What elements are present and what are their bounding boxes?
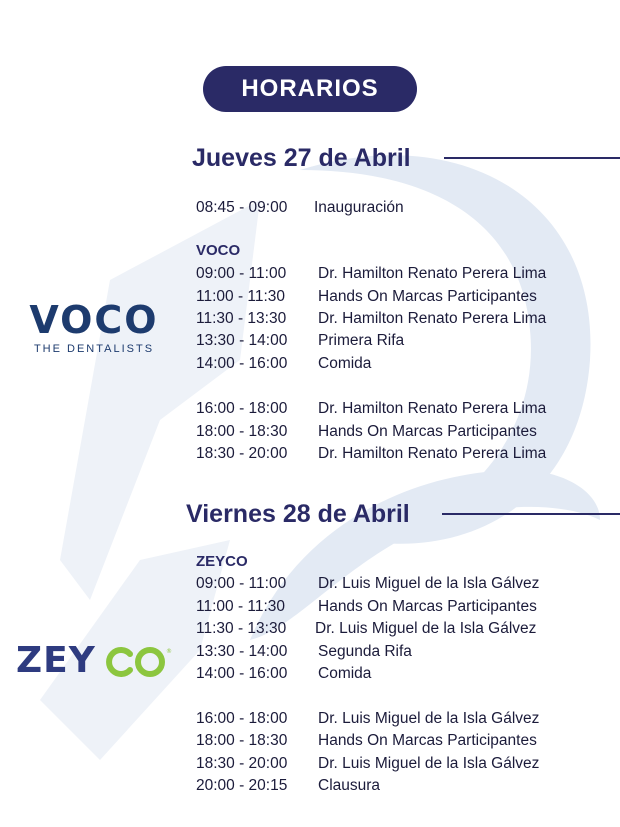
day2-rule: [442, 513, 620, 515]
row-time: 11:00 - 11:30: [196, 598, 286, 615]
day1-rule: [444, 157, 620, 159]
day1-title: Jueves 27 de Abril: [192, 144, 411, 172]
voco-logo: [20, 300, 168, 362]
row-activity: Dr. Luis Miguel de la Isla Gálvez: [318, 575, 540, 592]
row-time: 18:00 - 18:30: [196, 423, 288, 440]
row-time: 08:45 - 09:00: [196, 199, 288, 216]
section-label-voco: VOCO: [196, 242, 241, 259]
row-activity: Hands On Marcas Participantes: [318, 288, 537, 305]
zeyco-logo: [16, 638, 176, 684]
row-time: 11:30 - 13:30: [196, 620, 287, 637]
zeyco-logo-wordmark: ZEY: [16, 640, 96, 681]
row-activity: Dr. Hamilton Renato Perera Lima: [318, 400, 547, 417]
row-time: 14:00 - 16:00: [196, 355, 288, 372]
row-activity: Dr. Hamilton Renato Perera Lima: [318, 310, 547, 327]
row-activity: Comida: [318, 665, 372, 682]
zeyco-logo-rings: [102, 646, 172, 678]
row-time: 11:30 - 13:30: [196, 310, 287, 327]
svg-text:®: ®: [166, 648, 172, 655]
row-activity: Inauguración: [314, 199, 404, 216]
row-activity: Dr. Luis Miguel de la Isla Gálvez: [318, 755, 540, 772]
row-activity: Hands On Marcas Participantes: [318, 423, 537, 440]
row-activity: Hands On Marcas Participantes: [318, 598, 537, 615]
row-activity: Clausura: [318, 777, 381, 794]
section-label-zeyco: ZEYCO: [196, 553, 248, 570]
row-activity: Dr. Hamilton Renato Perera Lima: [318, 445, 547, 462]
row-time: 18:00 - 18:30: [196, 732, 288, 749]
horarios-banner: HORARIOS: [203, 66, 417, 112]
voco-logo-tagline: THE DENTALISTS: [33, 343, 155, 355]
row-time: 09:00 - 11:00: [196, 265, 287, 282]
row-time: 16:00 - 18:00: [196, 400, 288, 417]
row-activity: Segunda Rifa: [318, 643, 412, 660]
row-time: 09:00 - 11:00: [196, 575, 287, 592]
row-time: 13:30 - 14:00: [196, 332, 288, 349]
row-activity: Comida: [318, 355, 372, 372]
row-time: 11:00 - 11:30: [196, 288, 286, 305]
row-activity: Hands On Marcas Participantes: [318, 732, 537, 749]
row-activity: Dr. Hamilton Renato Perera Lima: [318, 265, 547, 282]
row-activity: Dr. Luis Miguel de la Isla Gálvez: [315, 620, 537, 637]
row-time: 14:00 - 16:00: [196, 665, 288, 682]
row-time: 20:00 - 20:15: [196, 777, 288, 794]
voco-logo-wordmark: VOCO: [29, 298, 159, 342]
day2-title: Viernes 28 de Abril: [186, 500, 410, 528]
row-time: 13:30 - 14:00: [196, 643, 288, 660]
row-activity: Primera Rifa: [318, 332, 405, 349]
row-activity: Dr. Luis Miguel de la Isla Gálvez: [318, 710, 540, 727]
row-time: 16:00 - 18:00: [196, 710, 288, 727]
row-time: 18:30 - 20:00: [196, 445, 288, 462]
row-time: 18:30 - 20:00: [196, 755, 288, 772]
